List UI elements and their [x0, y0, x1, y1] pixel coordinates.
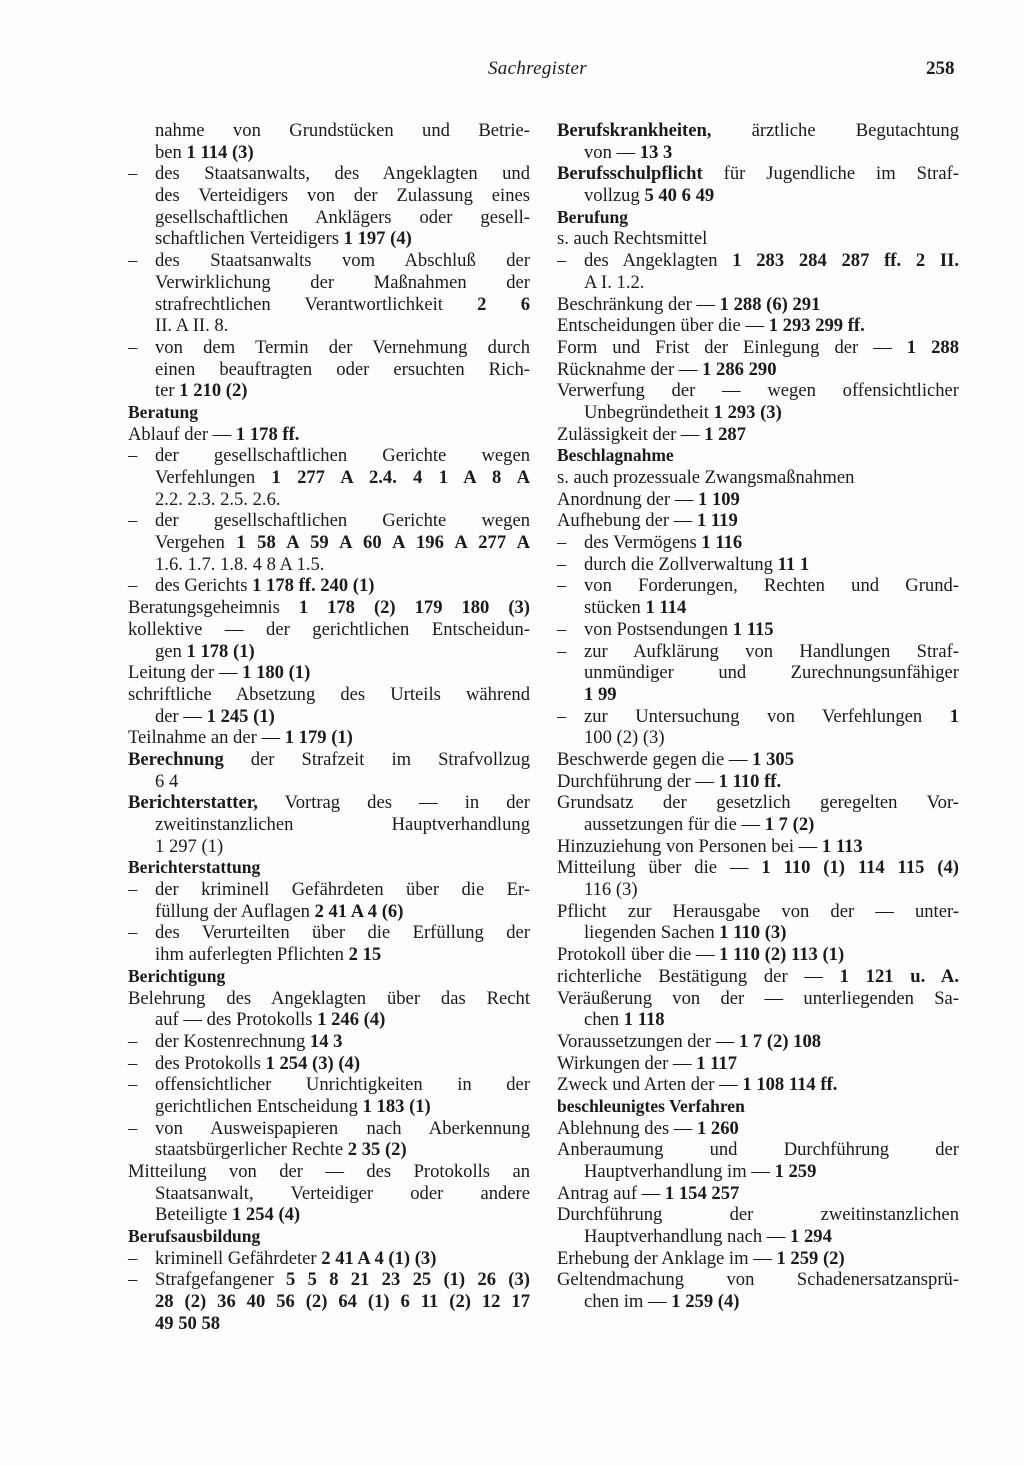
reference-numbers: 1 178 (2) 179 180 (3): [298, 597, 530, 619]
index-entry-line: Hauptverhandlung nach — 1 294: [584, 1226, 832, 1248]
index-entry-line: stücken 1 114: [584, 597, 687, 619]
index-entry-line: chen im — 1 259 (4): [584, 1291, 740, 1313]
dash-marker: –: [128, 1247, 138, 1269]
reference-numbers: 1 115: [732, 618, 774, 640]
reference-numbers: 1 259 (2): [776, 1247, 845, 1269]
index-entry-line: Rücknahme der — 1 286 290: [557, 358, 777, 380]
index-entry-line: 100 (2) (3): [584, 727, 665, 749]
reference-numbers: 28 (2) 36 40 56 (2) 64 (1) 6 11 (2) 12 17: [155, 1291, 530, 1313]
reference-numbers: 14 3: [309, 1030, 343, 1052]
reference-numbers: 1 254 (4): [231, 1204, 301, 1226]
dash-marker: –: [557, 532, 567, 554]
index-entry-line: Erhebung der Anklage im — 1 259 (2): [557, 1247, 845, 1269]
index-entry-line: Belehrung des Angeklagten über das Recht: [128, 987, 530, 1009]
index-entry-line: Hinzuziehung von Personen bei — 1 113: [557, 835, 863, 857]
index-heading: Berichterstattung: [128, 857, 261, 878]
dash-marker: –: [128, 1030, 138, 1052]
index-subentry: – zur Aufklärung von Handlungen Straf-: [557, 640, 959, 662]
index-entry-line: Mitteilung von der — des Protokolls an: [128, 1161, 530, 1182]
index-subentry: – des Vermögens 1 116: [557, 532, 743, 554]
dash-marker: –: [557, 575, 567, 597]
index-subentry: – offensichtlicher Unrichtigkeiten in der: [128, 1074, 530, 1096]
reference-numbers: 1 116: [701, 532, 743, 554]
index-subentry: – des Angeklagten 1 283 284 287 ff. 2 II.: [557, 250, 959, 272]
entry-keyword: Berufskrankheiten,: [557, 120, 712, 141]
index-subentry: – kriminell Gefährdeter 2 41 A 4 (1) (3): [128, 1247, 437, 1269]
reference-numbers: 1 178 ff. 240 (1): [252, 575, 375, 597]
index-entry-line: zweitinstanzlichen Hauptverhandlung: [155, 814, 530, 835]
reference-numbers: 2 35 (2): [347, 1139, 407, 1161]
index-subentry: – der gesellschaftlichen Gerichte wegen: [128, 510, 530, 532]
index-subentry: – des Protokolls 1 254 (3) (4): [128, 1052, 361, 1074]
reference-numbers: 1 293 299 ff.: [768, 315, 865, 337]
index-heading: beschleunigtes Verfahren: [557, 1095, 745, 1116]
reference-numbers: 2 41 A 4 (1) (3): [321, 1247, 437, 1269]
index-entry-line: Berichterstatter, Vortrag des — in der: [128, 792, 530, 814]
reference-numbers: 1 254 (3) (4): [265, 1052, 361, 1074]
dash-marker: –: [128, 1074, 138, 1096]
index-entry-line: Antrag auf — 1 154 257: [557, 1182, 740, 1204]
reference-numbers: 1 154 257: [664, 1182, 740, 1204]
dash-marker: –: [128, 575, 138, 597]
index-entry-line: ihm auferlegten Pflichten 2 15: [155, 944, 382, 966]
index-entry-line: Durchführung der — 1 110 ff.: [557, 770, 782, 792]
index-entry-line: Durchführung der zweitinstanzlichen: [557, 1204, 959, 1226]
index-entry-line: Unbegründetheit 1 293 (3): [584, 401, 782, 423]
index-entry-line: Vergehen 1 58 A 59 A 60 A 196 A 277 A: [155, 532, 530, 554]
reference-numbers: 2 6: [477, 293, 530, 315]
index-entry-line: gen 1 178 (1): [155, 640, 255, 662]
dash-marker: –: [557, 705, 567, 727]
reference-numbers: 1 305: [752, 748, 795, 770]
index-entry-line: Ablauf der — 1 178 ff.: [128, 423, 300, 445]
dash-marker: –: [128, 879, 138, 901]
index-entry-line: Hauptverhandlung im — 1 259: [584, 1161, 817, 1182]
index-entry-line: Pflicht zur Herausgabe von der — unter-: [557, 900, 959, 922]
reference-numbers: 2 15: [348, 944, 382, 966]
reference-numbers: 1 197 (4): [343, 228, 412, 250]
reference-numbers: 1 287: [704, 423, 747, 445]
reference-numbers: 1 99: [584, 683, 617, 705]
index-subentry: – der Kostenrechnung 14 3: [128, 1030, 343, 1052]
reference-numbers: 1 246 (4): [317, 1009, 386, 1031]
index-entry-line: 1 297 (1): [155, 835, 224, 857]
reference-numbers: 1 178 (1): [186, 640, 255, 662]
reference-numbers: 1 114: [645, 597, 687, 619]
index-entry-line: 6 4: [155, 770, 179, 792]
index-subentry: – des Gerichts 1 178 ff. 240 (1): [128, 575, 375, 597]
dash-marker: –: [128, 510, 138, 532]
index-entry-line: strafrechtlichen Verantwortlichkeit 2 6: [155, 293, 530, 315]
index-entry-line: Beschwerde gegen die — 1 305: [557, 748, 795, 770]
index-subentry: – der gesellschaftlichen Gerichte wegen: [128, 445, 530, 467]
reference-numbers: 1 118: [623, 1009, 665, 1031]
entry-keyword: Berechnung: [128, 748, 224, 770]
index-entry-line: [557, 684, 959, 706]
dash-marker: –: [128, 445, 138, 467]
index-entry-line: Verfehlungen 1 277 A 2.4. 4 1 A 8 A: [155, 467, 530, 488]
index-entry-line: des Verteidigers von der Zulassung eines: [155, 185, 530, 207]
reference-numbers: 1 108 114 ff.: [742, 1074, 838, 1096]
reference-numbers: 1 110 ff.: [718, 770, 782, 792]
dash-marker: –: [128, 1117, 138, 1139]
reference-numbers: 2 41 A 4 (6): [314, 900, 404, 922]
index-entry-line: einen beauftragten oder ersuchten Rich-: [155, 358, 530, 380]
reference-numbers: 1 121 u. A.: [839, 965, 959, 987]
index-entry-line: Beschränkung der — 1 288 (6) 291: [557, 293, 821, 315]
index-entry-line: ter 1 210 (2): [155, 380, 248, 402]
index-entry-line: Beratungsgeheimnis 1 178 (2) 179 180 (3): [128, 597, 530, 619]
index-subentry: – von dem Termin der Vernehmung durch: [128, 336, 530, 358]
index-entry-line: staatsbürgerlicher Rechte 2 35 (2): [155, 1139, 407, 1161]
page-number: 258: [926, 58, 955, 79]
index-subentry: – von Ausweispapieren nach Aberkennung: [128, 1117, 530, 1139]
reference-numbers: 1 110 (1) 114 115 (4): [761, 857, 959, 879]
reference-numbers: 1 180 (1): [242, 662, 311, 684]
dash-marker: –: [128, 1269, 138, 1291]
reference-numbers: 49 50 58: [155, 1312, 221, 1334]
index-subentry: – des Staatsanwalts vom Abschluß der: [128, 250, 530, 272]
index-entry-line: ben 1 114 (3): [155, 141, 254, 163]
entry-keyword: Berichterstatter,: [128, 792, 258, 814]
index-entry-line: Veräußerung von der — unterliegenden Sa-: [557, 987, 959, 1009]
index-heading: Berufsausbildung: [128, 1226, 261, 1247]
reference-numbers: 11 1: [777, 553, 810, 575]
index-entry-line: von — 13 3: [584, 141, 673, 163]
index-entry-line: schriftliche Absetzung des Urteils während: [128, 683, 530, 705]
reference-numbers: 1 259: [774, 1161, 817, 1182]
dash-marker: –: [128, 1052, 138, 1074]
reference-numbers: 1 288 (6) 291: [719, 293, 821, 315]
index-entry-line: Anordnung der — 1 109: [557, 488, 740, 510]
reference-numbers: 1 119: [696, 510, 738, 532]
index-heading: Berufung: [557, 206, 628, 227]
index-entry-line: II. A II. 8.: [155, 315, 229, 337]
index-entry-line: auf — des Protokolls 1 246 (4): [155, 1009, 386, 1031]
index-subentry: – zur Untersuchung von Verfehlungen 1: [557, 705, 959, 727]
index-entry-line: chen 1 118: [584, 1009, 665, 1031]
index-entry-line: A I. 1.2.: [584, 271, 645, 293]
index-entry-line: 2.2. 2.3. 2.5. 2.6.: [155, 488, 281, 510]
index-entry-line: [128, 1313, 530, 1335]
index-entry-line: nahme von Grundstücken und Betrie-: [155, 120, 530, 141]
reference-numbers: 1 245 (1): [206, 705, 275, 727]
reference-numbers: 1 294: [790, 1226, 832, 1248]
index-subentry: – durch die Zollverwaltung 11 1: [557, 553, 810, 575]
index-entry-line: Geltendmachung von Schadenersatzansprü-: [557, 1269, 959, 1291]
index-entry-line: Verwerfung der — wegen offensichtlicher: [557, 380, 959, 402]
index-entry-line: richterliche Bestätigung der — 1 121 u. A.: [557, 965, 959, 987]
reference-numbers: 1 210 (2): [179, 380, 248, 402]
reference-numbers: 1 283 284 287 ff. 2 II.: [732, 250, 959, 272]
index-entry-line: Berufsschulpflicht für Jugendliche im Straf-: [557, 163, 959, 185]
dash-marker: –: [557, 250, 567, 272]
dash-marker: –: [557, 553, 567, 575]
index-entry-line: Ablehnung des — 1 260: [557, 1117, 739, 1139]
index-entry-line: s. auch Rechtsmittel: [557, 228, 708, 250]
index-subentry: – von Postsendungen 1 115: [557, 618, 774, 640]
index-entry-line: der — 1 245 (1): [155, 705, 275, 727]
reference-numbers: 1 117: [696, 1052, 738, 1074]
index-entry-line: Leitung der — 1 180 (1): [128, 662, 311, 684]
index-entry-line: Anberaumung und Durchführung der: [557, 1139, 959, 1161]
index-entry-line: unmündiger und Zurechnungsunfähiger: [584, 662, 959, 684]
reference-numbers: 13 3: [639, 141, 673, 163]
dash-marker: –: [128, 250, 138, 272]
reference-numbers: 1 179 (1): [284, 727, 353, 749]
index-subentry: – Strafgefangener 5 5 8 21 23 25 (1) 26 (3): [128, 1269, 530, 1291]
page-header-title: Sachregister: [488, 58, 587, 79]
dash-marker: –: [128, 922, 138, 944]
index-subentry: – von Forderungen, Rechten und Grund-: [557, 575, 959, 597]
reference-numbers: 1 110 (2) 113 (1): [719, 944, 845, 966]
index-entry-line: Mitteilung über die — 1 110 (1) 114 115 (4): [557, 857, 959, 879]
reference-numbers: 1 58 A 59 A 60 A 196 A 277 A: [236, 532, 530, 554]
index-entry-line: füllung der Auflagen 2 41 A 4 (6): [155, 900, 404, 922]
index-entry-line: gesellschaftlichen Anklägers oder gesell-: [155, 206, 530, 228]
index-entry-line: [128, 1291, 530, 1313]
index-entry-line: kollektive — der gerichtlichen Entscheidun-: [128, 618, 530, 640]
index-entry-line: Berechnung der Strafzeit im Strafvollzug: [128, 748, 530, 770]
dash-marker: –: [128, 163, 138, 185]
reference-numbers: 1: [949, 705, 959, 727]
reference-numbers: 1 286 290: [702, 358, 777, 380]
index-subentry: – der kriminell Gefährdeten über die Er-: [128, 879, 530, 901]
index-entry-line: gerichtlichen Entscheidung 1 183 (1): [155, 1095, 431, 1117]
index-entry-line: Wirkungen der — 1 117: [557, 1052, 738, 1074]
reference-numbers: 5 40 6 49: [644, 185, 715, 207]
reference-numbers: 1 7 (2): [764, 814, 815, 835]
dash-marker: –: [557, 618, 567, 640]
reference-numbers: 1 259 (4): [671, 1291, 740, 1313]
reference-numbers: 1 277 A 2.4. 4 1 A 8 A: [271, 467, 530, 488]
index-entry-line: schaftlichen Verteidigers 1 197 (4): [155, 228, 412, 250]
reference-numbers: 1 110 (3): [719, 922, 787, 944]
index-entry-line: Berufskrankheiten, ärztliche Begutachtung: [557, 120, 959, 141]
index-subentry: – des Verurteilten über die Erfüllung der: [128, 922, 530, 944]
dash-marker: –: [557, 640, 567, 662]
index-entry-line: Teilnahme an der — 1 179 (1): [128, 727, 353, 749]
index-heading: Berichtigung: [128, 965, 226, 986]
index-entry-line: Staatsanwalt, Verteidiger oder andere: [155, 1182, 530, 1204]
reference-numbers: 1 288: [906, 336, 959, 358]
index-entry-line: Form und Frist der Einlegung der — 1 288: [557, 336, 959, 358]
reference-numbers: 1 7 (2) 108: [738, 1030, 822, 1052]
reference-numbers: 1 183 (1): [362, 1095, 431, 1117]
index-entry-line: 116 (3): [584, 879, 638, 901]
index-entry-line: liegenden Sachen 1 110 (3): [584, 922, 787, 944]
reference-numbers: 1 114 (3): [186, 141, 254, 163]
index-entry-line: Voraussetzungen der — 1 7 (2) 108: [557, 1030, 822, 1052]
index-entry-line: Zulässigkeit der — 1 287: [557, 423, 747, 445]
index-entry-line: 1.6. 1.7. 1.8. 4 8 A 1.5.: [155, 553, 325, 575]
index-entry-line: Verwirklichung der Maßnahmen der: [155, 271, 530, 293]
reference-numbers: 1 260: [696, 1117, 739, 1139]
reference-numbers: 1 178 ff.: [235, 423, 300, 445]
index-entry-line: Zweck und Arten der — 1 108 114 ff.: [557, 1074, 838, 1096]
index-column-left: [128, 120, 530, 1335]
index-entry-line: s. auch prozessuale Zwangsmaßnahmen: [557, 467, 855, 488]
index-entry-line: Entscheidungen über die — 1 293 299 ff.: [557, 315, 865, 337]
reference-numbers: 1 109: [698, 488, 740, 510]
index-heading: Beratung: [128, 401, 198, 422]
index-entry-line: Beteiligte 1 254 (4): [155, 1204, 301, 1226]
index-entry-line: vollzug 5 40 6 49: [584, 185, 715, 207]
entry-keyword: Berufsschulpflicht: [557, 163, 703, 185]
index-column-right: [557, 120, 959, 1313]
reference-numbers: 1 113: [821, 835, 863, 857]
reference-numbers: 5 5 8 21 23 25 (1) 26 (3): [286, 1269, 530, 1291]
index-heading: Beschlagnahme: [557, 445, 674, 466]
index-entry-line: Protokoll über die — 1 110 (2) 113 (1): [557, 944, 845, 966]
index-entry-line: aussetzungen für die — 1 7 (2): [584, 814, 815, 835]
index-entry-line: Grundsatz der gesetzlich geregelten Vor-: [557, 792, 959, 814]
dash-marker: –: [128, 336, 138, 358]
reference-numbers: 1 293 (3): [713, 401, 782, 423]
index-entry-line: Aufhebung der — 1 119: [557, 510, 738, 532]
index-subentry: – des Staatsanwalts, des Angeklagten und: [128, 163, 530, 185]
